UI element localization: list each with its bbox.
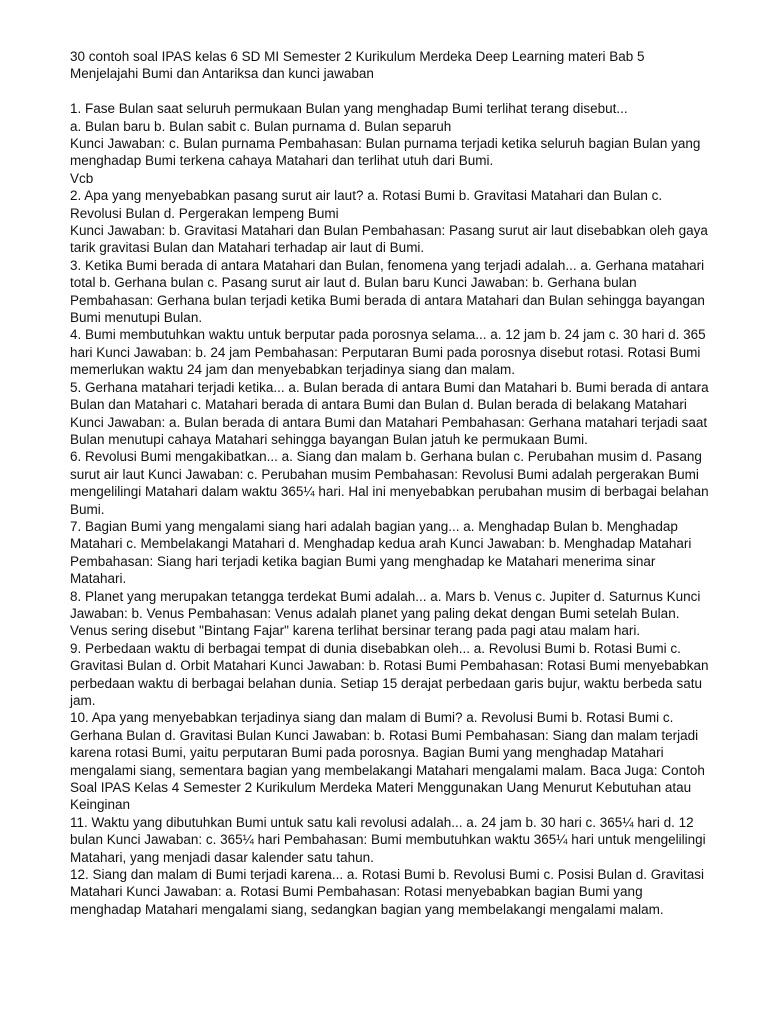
- question-9: 9. Perbedaan waktu di berbagai tempat di dunia disebabkan oleh... a. Revolusi Bumi b. Rotasi Bumi c. Gravitasi Bulan d. Orbit Matahari Kunci Jawaban: b. Rotasi Bumi Pembahasan: Rotasi Bumi menyebabkan perbedaan waktu di berbagai belahan dunia. Setiap 15 derajat perbedaan garis bujur, waktu berbeda satu jam.: [70, 640, 709, 709]
- question-5: 5. Gerhana matahari terjadi ketika... a. Bulan berada di antara Bumi dan Matahari b. Bumi berada di antara Bulan dan Matahari c. Matahari berada di antara Bumi dan Bulan d. Bulan berada di belakang Matahari Kunci Jawaban: a. Bulan berada di antara Bumi dan Matahari Pembahasan: Gerhana matahari terjadi saat Bulan menutupi cahaya Matahari sehingga bayangan Bulan jatuh ke permukaan Bumi.: [70, 379, 709, 447]
- question-11: 11. Waktu yang dibutuhkan Bumi untuk satu kali revolusi adalah... a. 24 jam b. 30 hari c. 365¼ hari d. 12 bulan Kunci Jawaban: c. 365¼ hari Pembahasan: Bumi membutuhkan waktu 365¼ hari untuk mengelilingi Matahari, yang menjadi dasar kalender satu tahun.: [70, 814, 706, 865]
- question-10: 10. Apa yang menyebabkan terjadinya siang dan malam di Bumi? a. Revolusi Bumi b. Rotasi Bumi c. Gerhana Bulan d. Gravitasi Bulan Kunci Jawaban: b. Rotasi Bumi Pembahasan: Siang dan malam terjadi karena rotasi Bumi, yaitu perputaran Bumi pada porosnya. Bagian Bumi yang menghadap Matahari mengalami siang, sementara bagian yang membelakangi Matahari mengalami malam. Baca Juga: Contoh Soal IPAS Kelas 4 Semester 2 Kurikulum Merdeka Materi Menggunakan Uang Menurut Kebutuhan atau Keinginan: [70, 710, 705, 813]
- question-8: 8. Planet yang merupakan tetangga terdekat Bumi adalah... a. Mars b. Venus c. Jupiter d. Saturnus Kunci Jawaban: b. Venus Pembahasan: Venus adalah planet yang paling dekat dengan Bumi setelah Bulan. Venus sering disebut "Bintang Fajar" karena terlihat bersinar terang pada pagi atau malam hari.: [70, 588, 701, 639]
- document-title: 30 contoh soal IPAS kelas 6 SD MI Semester 2 Kurikulum Merdeka Deep Learning materi Bab 5 Menjelajahi Bumi dan Antariksa dan kunci jawaban: [70, 49, 645, 82]
- question-7: 7. Bagian Bumi yang mengalami siang hari adalah bagian yang... a. Menghadap Bulan b. Menghadap Matahari c. Membelakangi Matahari d. Menghadap kedua arah Kunci Jawaban: b. Menghadap Matahari Pembahasan: Siang hari terjadi ketika bagian Bumi yang menghadap ke Matahari menerima sinar Matahari.: [70, 518, 692, 587]
- question-3: 3. Ketika Bumi berada di antara Matahari dan Bulan, fenomena yang terjadi adalah... a. Gerhana matahari total b. Gerhana bulan c. Pasang surut air laut d. Bulan baru Kunci Jawaban: b. Gerhana bulan Pembahasan: Gerhana bulan terjadi ketika Bumi berada di antara Matahari dan Bulan sehingga bayangan Bumi menutupi Bulan.: [70, 257, 705, 326]
- question-4: 4. Bumi membutuhkan waktu untuk berputar pada porosnya selama... a. 12 jam b. 24 jam c. 30 hari d. 365 hari Kunci Jawaban: b. 24 jam Pembahasan: Perputaran Bumi pada porosnya disebut rotasi. Rotasi Bumi memerlukan waktu 24 jam dan menyebabkan terjadinya siang dan malam.: [70, 327, 706, 378]
- question-2-answer: Kunci Jawaban: b. Gravitasi Matahari dan Bulan Pembahasan: Pasang surut air laut disebabkan oleh gaya tarik gravitasi Bulan dan Matahari terhadap air laut di Bumi.: [70, 223, 708, 256]
- question-2: 2. Apa yang menyebabkan pasang surut air laut? a. Rotasi Bumi b. Gravitasi Matahari dan Bulan c. Revolusi Bulan d. Pergerakan lempeng Bumi: [70, 188, 663, 221]
- question-1-options: a. Bulan baru b. Bulan sabit c. Bulan purnama d. Bulan separuh: [70, 118, 452, 134]
- question-1: 1. Fase Bulan saat seluruh permukaan Bulan yang menghadap Bumi terlihat terang disebut...: [70, 101, 628, 117]
- question-1-answer: Kunci Jawaban: c. Bulan purnama Pembahasan: Bulan purnama terjadi ketika seluruh bagian Bulan yang menghadap Bumi terkena cahaya Matahari dan terlihat utuh dari Bumi.: [70, 136, 701, 169]
- question-12: 12. Siang dan malam di Bumi terjadi karena... a. Rotasi Bumi b. Revolusi Bumi c. Posisi Bulan d. Gravitasi Matahari Kunci Jawaban: a. Rotasi Bumi Pembahasan: Rotasi menyebabkan bagian Bumi yang menghadap Matahari mengalami siang, sedangkan bagian yang membelakangi mengalami malam.: [70, 867, 705, 917]
- document-page: [70, 48, 710, 918]
- stray-text: Vcb: [70, 170, 94, 186]
- question-6: 6. Revolusi Bumi mengakibatkan... a. Siang dan malam b. Gerhana bulan c. Perubahan musim d. Pasang surut air laut Kunci Jawaban: c. Perubahan musim Pembahasan: Revolusi Bumi adalah pergerakan Bumi mengelilingi Matahari dalam waktu 365¼ hari. Hal ini menyebabkan perubahan musim di berbagai belahan Bumi.: [70, 449, 709, 517]
